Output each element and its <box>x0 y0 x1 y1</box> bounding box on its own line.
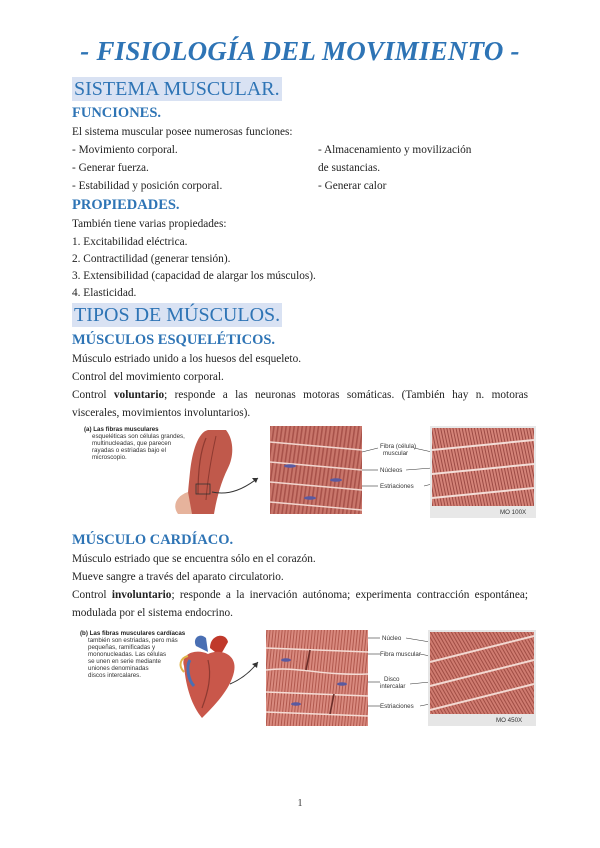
figure-caption-line: también son estriadas, pero más <box>88 637 178 644</box>
figure-caption-line: se unen en serie mediante <box>88 658 161 665</box>
section-heading-sistema-muscular: SISTEMA MUSCULAR. <box>74 78 280 100</box>
subheading-propiedades: PROPIEDADES. <box>72 197 180 213</box>
figure-caption-line: rayadas o estriadas bajo el <box>92 447 166 454</box>
figure-caption-line: multinucleadas, que parecen <box>92 440 172 447</box>
heart-illustration <box>181 636 235 718</box>
page-number: 1 <box>297 798 303 809</box>
figure-caption-line: mononucleadas. Las células <box>88 651 167 658</box>
propiedades-item: 2. Contractilidad (generar tensión). <box>72 253 231 265</box>
figure-caption-line: discos intercalares. <box>88 672 141 679</box>
funciones-item: de sustancias. <box>318 162 381 174</box>
cardiac-fibers-drawing <box>266 630 368 726</box>
label-estriaciones: Estriaciones <box>380 703 414 710</box>
control-type-voluntario: voluntario <box>113 389 165 401</box>
label-fibra-2: muscular <box>383 450 409 457</box>
esqueleticos-line: Músculo estriado unido a los huesos del esqueleto. <box>72 353 302 365</box>
arm-illustration <box>175 430 232 514</box>
cardiaco-line: Mueve sangre a través del aparato circulatorio. <box>72 571 284 583</box>
label-disco: Disco <box>384 676 400 683</box>
propiedades-item: 1. Excitabilidad eléctrica. <box>72 236 188 248</box>
cardiaco-control-paragraph <box>72 586 528 622</box>
label-fibra: Fibra (célula) <box>380 443 417 450</box>
scale-label: MO 450X <box>496 717 523 724</box>
figure-caption-title: (a) Las fibras musculares <box>84 426 159 433</box>
control-label: Control <box>72 389 114 401</box>
cardiac-muscle-figure <box>80 626 540 730</box>
figure-caption-line: pequeñas, ramificadas y <box>88 644 156 651</box>
label-nucleos: Núcleos <box>380 467 403 474</box>
control-description: ; responde a las neuronas motoras somáticas. (También hay n. motoras viscerales, movimientos involuntarios). <box>72 389 529 419</box>
figure-caption-line: uniones denominadas <box>88 665 149 672</box>
figure-caption-title: (b) Las fibras musculares cardíacas <box>80 630 186 637</box>
skeletal-muscle-figure <box>80 422 540 522</box>
propiedades-item: 4. Elasticidad. <box>72 287 137 299</box>
control-description: ; responde a la inervación autónoma; experimenta contracción espontánea; modulada por el sistema endocrino. <box>72 589 529 619</box>
propiedades-item: 3. Extensibilidad (capacidad de alargar los músculos). <box>72 270 316 282</box>
funciones-item: - Movimiento corporal. <box>72 144 178 156</box>
label-fibra-muscular: Fibra muscular <box>380 651 421 658</box>
propiedades-intro: También tiene varias propiedades: <box>72 218 227 230</box>
figure-caption-line: esqueléticas son células grandes, <box>92 433 185 440</box>
funciones-intro: El sistema muscular posee numerosas funciones: <box>72 126 293 138</box>
section-heading-tipos-de-musculos: TIPOS DE MÚSCULOS. <box>74 304 281 326</box>
control-type-involuntario: involuntario <box>111 589 172 601</box>
skeletal-fibers-drawing <box>270 426 362 514</box>
control-label: Control <box>72 589 112 601</box>
label-disco-2: intercalar <box>380 683 406 690</box>
label-estriaciones: Estriaciones <box>380 483 414 490</box>
skeletal-micrograph <box>430 426 536 518</box>
subheading-funciones: FUNCIONES. <box>72 105 162 121</box>
cardiaco-line: Músculo estriado que se encuentra sólo en el corazón. <box>72 553 316 565</box>
esqueleticos-control-paragraph <box>72 386 528 422</box>
scale-label: MO 100X <box>500 509 527 516</box>
funciones-item: - Estabilidad y posición corporal. <box>72 180 223 192</box>
cardiac-micrograph <box>428 630 536 726</box>
label-nucleo: Núcleo <box>382 635 402 642</box>
esqueleticos-line: Control del movimiento corporal. <box>72 371 224 383</box>
figure-caption-line: microscopio. <box>92 454 127 461</box>
subheading-musculo-cardiaco: MÚSCULO CARDÍACO. <box>72 532 234 548</box>
arrow-head <box>252 662 258 668</box>
subheading-musculos-esqueleticos: MÚSCULOS ESQUELÉTICOS. <box>72 332 276 348</box>
funciones-item: - Almacenamiento y movilización <box>318 144 472 156</box>
funciones-item: - Generar fuerza. <box>72 162 149 174</box>
funciones-item: - Generar calor <box>318 180 387 192</box>
page-title: - FISIOLOGÍA DEL MOVIMIENTO - <box>80 36 520 66</box>
